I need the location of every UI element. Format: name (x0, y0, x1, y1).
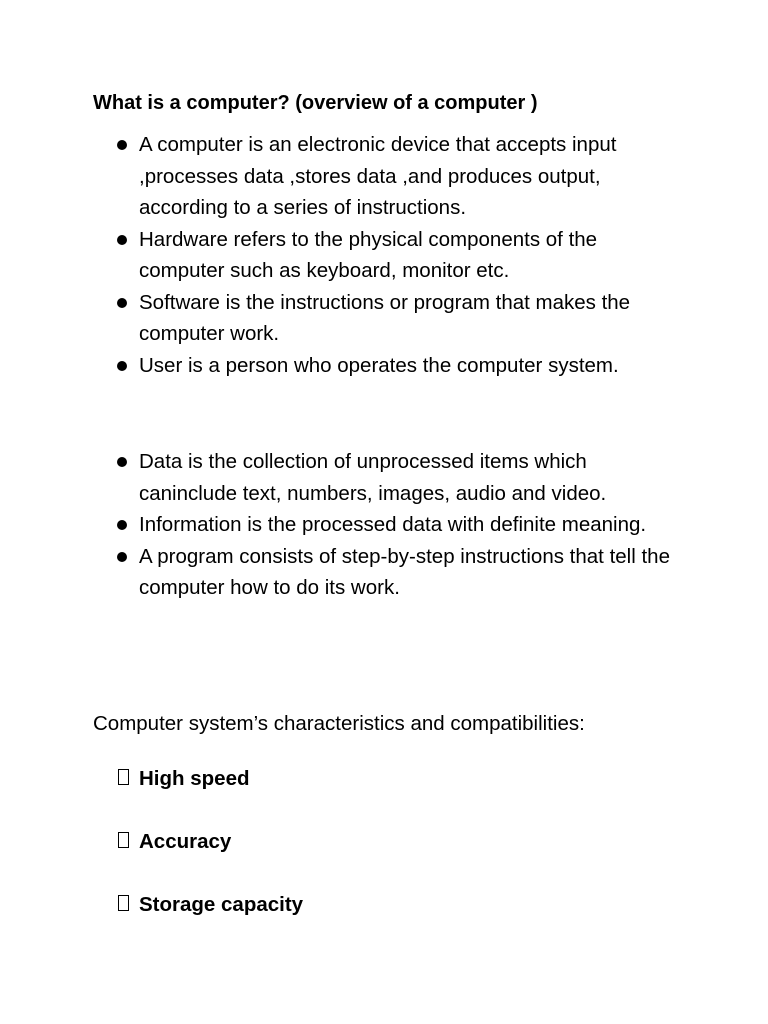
overview-bullet-list (0, 129, 768, 381)
list-item (0, 509, 679, 541)
list-item (0, 129, 679, 224)
list-item (0, 350, 679, 382)
list-item (0, 446, 679, 509)
characteristic-label: Storage capacity (139, 893, 304, 916)
characteristic-item (0, 890, 768, 920)
list-item-text: Data is the collection of unprocessed items which caninclude text, numbers, images, audio and video. (139, 450, 607, 505)
characteristic-item (0, 764, 768, 794)
list-item-text: A program consists of step-by-step instructions that tell the computer how to do its work. (139, 544, 670, 599)
page-heading: What is a computer? (overview of a computer ) (93, 92, 538, 114)
list-item (0, 287, 679, 350)
bullet-icon (117, 235, 127, 245)
bullet-icon (117, 552, 127, 562)
bullet-icon (117, 298, 127, 308)
characteristic-label: Accuracy (139, 830, 232, 853)
list-item-text: Information is the processed data with definite meaning. (139, 513, 647, 536)
list-item-text: A computer is an electronic device that accepts input ,processes data ,stores data ,and produces output, according to a series of instructions. (139, 133, 617, 219)
characteristic-item (0, 827, 768, 857)
bullet-icon (117, 361, 127, 371)
list-item-text: Software is the instructions or program that makes the computer work. (139, 290, 631, 345)
bullet-icon (117, 520, 127, 530)
list-item (0, 541, 679, 604)
missing-glyph-box-icon (118, 769, 129, 785)
section-title: Computer system’s characteristics and compatibilities: (93, 712, 585, 735)
list-item (0, 224, 679, 287)
bullet-icon (117, 457, 127, 467)
list-item-text: User is a person who operates the computer system. (139, 353, 619, 377)
missing-glyph-box-icon (118, 832, 129, 848)
characteristic-label: High speed (139, 767, 250, 790)
list-item-text: Hardware refers to the physical components of the computer such as keyboard, monitor etc. (139, 227, 598, 282)
bullet-icon (117, 140, 127, 150)
missing-glyph-box-icon (118, 895, 129, 911)
definitions-bullet-list (0, 446, 768, 604)
